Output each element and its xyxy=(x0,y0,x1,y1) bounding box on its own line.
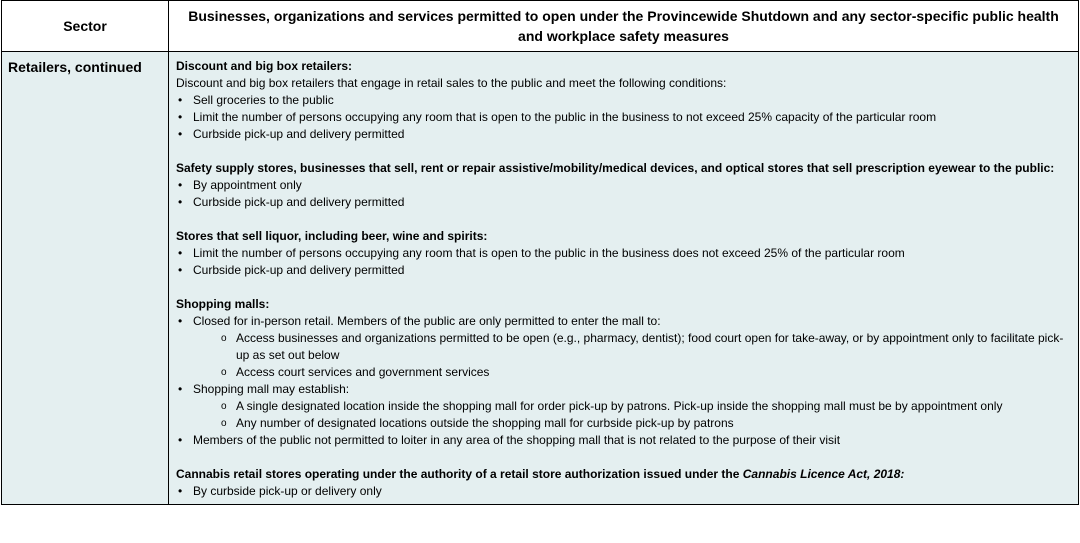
list-item-text: Access court services and government services xyxy=(236,365,490,379)
list-item-text: A single designated location inside the shopping mall for order pick-up by patrons. Pick-up inside the shopping mall must be by appointment only xyxy=(236,399,1003,413)
list-item-text: Any number of designated locations outside the shopping mall for curbside pick-up by patrons xyxy=(236,416,734,430)
list-item-text: Closed for in-person retail. Members of the public are only permitted to enter the mall to: xyxy=(193,314,661,328)
bullet-list xyxy=(176,245,1070,279)
bullet-icon: • xyxy=(178,433,183,447)
list-item xyxy=(176,194,1070,211)
sub-list-item xyxy=(221,330,1070,364)
sector-cell: Retailers, continued xyxy=(2,52,169,505)
bullet-list xyxy=(176,92,1070,143)
list-item-text: Access businesses and organizations permitted to be open (e.g., pharmacy, dentist); food court open for take-away, or by appointment only to facilitate pick-up as set out below xyxy=(236,331,1064,362)
list-item xyxy=(176,262,1070,279)
list-item-text: By curbside pick-up or delivery only xyxy=(193,484,382,498)
list-item xyxy=(176,109,1070,126)
bullet-list xyxy=(176,483,1070,500)
bullet-icon: • xyxy=(178,263,183,277)
sub-list-item xyxy=(221,364,1070,381)
list-item xyxy=(176,92,1070,109)
bullet-icon: • xyxy=(178,246,183,260)
bullet-list xyxy=(176,177,1070,211)
table-row xyxy=(2,52,1079,505)
bullet-icon: • xyxy=(178,314,183,328)
section-heading: Safety supply stores, businesses that sell, rent or repair assistive/mobility/medical devices, and optical stores that sell prescription eyewear to the public: xyxy=(176,161,1055,175)
list-item xyxy=(176,313,1070,330)
section-intro: Discount and big box retailers that engage in retail sales to the public and meet the following conditions: xyxy=(176,76,727,90)
circle-bullet-icon: o xyxy=(221,333,227,344)
list-item xyxy=(176,126,1070,143)
list-item xyxy=(176,177,1070,194)
sub-list-item xyxy=(221,398,1070,415)
list-item-text: Members of the public not permitted to loiter in any area of the shopping mall that is not related to the purpose of their visit xyxy=(193,433,841,447)
list-item-text: By appointment only xyxy=(193,178,302,192)
discount-retailers-section xyxy=(176,58,1070,143)
list-item xyxy=(176,245,1070,262)
shopping-malls-section xyxy=(176,296,1070,449)
act-name: Cannabis Licence Act, 2018: xyxy=(742,467,905,481)
cannabis-stores-section xyxy=(176,466,1070,500)
list-item-text: Limit the number of persons occupying any room that is open to the public in the business does not exceed 25% of the particular room xyxy=(193,246,905,260)
section-heading: Stores that sell liquor, including beer, wine and spirits: xyxy=(176,229,488,243)
list-item xyxy=(176,483,1070,500)
sector-column-header: Sector xyxy=(2,1,169,52)
sub-list-item xyxy=(221,415,1070,432)
section-heading: Discount and big box retailers: xyxy=(176,59,353,73)
list-item-text: Curbside pick-up and delivery permitted xyxy=(193,263,405,277)
list-item xyxy=(176,381,1070,398)
bullet-icon: • xyxy=(178,382,183,396)
safety-supply-section xyxy=(176,160,1070,211)
bullet-icon: • xyxy=(178,110,183,124)
circle-bullet-icon: o xyxy=(221,367,227,378)
bullet-list xyxy=(176,381,1070,398)
list-item-text: Curbside pick-up and delivery permitted xyxy=(193,127,405,141)
bullet-list xyxy=(176,313,1070,330)
list-item-text: Curbside pick-up and delivery permitted xyxy=(193,195,405,209)
list-item xyxy=(176,432,1070,449)
bullet-icon: • xyxy=(178,484,183,498)
regulations-table xyxy=(1,0,1079,505)
liquor-stores-section xyxy=(176,228,1070,279)
circle-bullet-icon: o xyxy=(221,401,227,412)
businesses-column-header: Businesses, organizations and services permitted to open under the Provincewide Shutdown and any sector-specific public health and workplace safety measures xyxy=(169,1,1079,52)
list-item-text: Limit the number of persons occupying any room that is open to the public in the business to not exceed 25% capacity of the particular room xyxy=(193,110,937,124)
circle-bullet-icon: o xyxy=(221,418,227,429)
bullet-icon: • xyxy=(178,178,183,192)
permitted-content-cell xyxy=(169,52,1079,505)
heading-text: Cannabis retail stores operating under the authority of a retail store authorization issued under the xyxy=(176,467,743,481)
list-item-text: Shopping mall may establish: xyxy=(193,382,350,396)
section-heading: Shopping malls: xyxy=(176,297,270,311)
bullet-icon: • xyxy=(178,195,183,209)
section-heading xyxy=(176,466,1070,483)
sub-bullet-list xyxy=(176,398,1070,432)
sub-bullet-list xyxy=(176,330,1070,381)
bullet-icon: • xyxy=(178,93,183,107)
bullet-icon: • xyxy=(178,127,183,141)
table-header-row xyxy=(2,1,1079,52)
bullet-list xyxy=(176,432,1070,449)
list-item-text: Sell groceries to the public xyxy=(193,93,334,107)
